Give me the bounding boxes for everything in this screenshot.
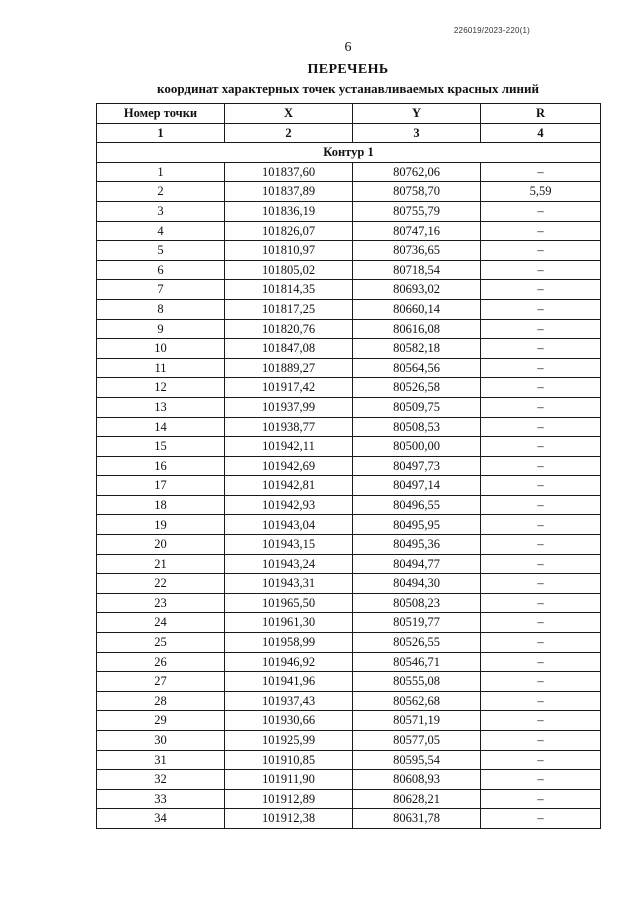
x-coordinate-cell: 101965,50 [225,593,353,613]
x-coordinate-cell: 101810,97 [225,241,353,261]
table-row [97,182,601,202]
table-row [97,280,601,300]
y-coordinate-cell: 80508,53 [353,417,481,437]
table-row [97,593,601,613]
y-coordinate-cell: 80762,06 [353,162,481,182]
point-number-cell: 26 [97,652,225,672]
x-coordinate-cell: 101943,31 [225,574,353,594]
radius-cell: – [481,809,601,829]
header-x: X [225,104,353,124]
point-number-cell: 5 [97,241,225,261]
table-row [97,652,601,672]
x-coordinate-cell: 101836,19 [225,201,353,221]
column-index: 2 [225,123,353,143]
table-row [97,201,601,221]
radius-cell: – [481,221,601,241]
table-row [97,731,601,751]
x-coordinate-cell: 101889,27 [225,358,353,378]
x-coordinate-cell: 101943,04 [225,515,353,535]
y-coordinate-cell: 80494,77 [353,554,481,574]
radius-cell: – [481,299,601,319]
radius-cell: – [481,476,601,496]
radius-cell: – [481,397,601,417]
table-body [97,162,601,828]
y-coordinate-cell: 80519,77 [353,613,481,633]
page-number: 6 [344,40,352,55]
point-number-cell: 2 [97,182,225,202]
point-number-cell: 7 [97,280,225,300]
y-coordinate-cell: 80571,19 [353,711,481,731]
radius-cell: – [481,711,601,731]
point-number-cell: 24 [97,613,225,633]
radius-cell: – [481,731,601,751]
table-row [97,672,601,692]
radius-cell: – [481,378,601,398]
header-r: R [481,104,601,124]
table-row [97,456,601,476]
radius-cell: – [481,789,601,809]
y-coordinate-cell: 80747,16 [353,221,481,241]
point-number-cell: 19 [97,515,225,535]
table-row [97,711,601,731]
point-number-cell: 32 [97,770,225,790]
point-number-cell: 11 [97,358,225,378]
x-coordinate-cell: 101938,77 [225,417,353,437]
radius-cell: – [481,593,601,613]
y-coordinate-cell: 80577,05 [353,731,481,751]
point-number-cell: 27 [97,672,225,692]
table-row [97,378,601,398]
point-number-cell: 31 [97,750,225,770]
document-code: 226019/2023-220(1) [453,26,530,35]
y-coordinate-cell: 80582,18 [353,339,481,359]
y-coordinate-cell: 80608,93 [353,770,481,790]
table-row [97,397,601,417]
contour-label: Контур 1 [97,143,601,163]
x-coordinate-cell: 101943,24 [225,554,353,574]
radius-cell: – [481,535,601,555]
y-coordinate-cell: 80500,00 [353,437,481,457]
table-row [97,299,601,319]
point-number-cell: 20 [97,535,225,555]
y-coordinate-cell: 80546,71 [353,652,481,672]
table-row [97,515,601,535]
table-row [97,476,601,496]
radius-cell: – [481,515,601,535]
radius-cell: – [481,358,601,378]
table-row [97,691,601,711]
x-coordinate-cell: 101942,81 [225,476,353,496]
x-coordinate-cell: 101837,89 [225,182,353,202]
x-coordinate-cell: 101942,93 [225,495,353,515]
table-row [97,358,601,378]
table-row [97,221,601,241]
header-point-number: Номер точки [97,104,225,124]
radius-cell: – [481,691,601,711]
radius-cell: – [481,633,601,653]
point-number-cell: 9 [97,319,225,339]
y-coordinate-cell: 80736,65 [353,241,481,261]
radius-cell: – [481,574,601,594]
point-number-cell: 16 [97,456,225,476]
table-row [97,809,601,829]
radius-cell: 5,59 [481,182,601,202]
y-coordinate-cell: 80508,23 [353,593,481,613]
y-coordinate-cell: 80718,54 [353,260,481,280]
point-number-cell: 8 [97,299,225,319]
x-coordinate-cell: 101942,69 [225,456,353,476]
x-coordinate-cell: 101942,11 [225,437,353,457]
table-row [97,339,601,359]
y-coordinate-cell: 80495,36 [353,535,481,555]
x-coordinate-cell: 101820,76 [225,319,353,339]
y-coordinate-cell: 80509,75 [353,397,481,417]
column-index: 3 [353,123,481,143]
x-coordinate-cell: 101937,43 [225,691,353,711]
x-coordinate-cell: 101912,89 [225,789,353,809]
y-coordinate-cell: 80555,08 [353,672,481,692]
x-coordinate-cell: 101805,02 [225,260,353,280]
point-number-cell: 14 [97,417,225,437]
y-coordinate-cell: 80628,21 [353,789,481,809]
x-coordinate-cell: 101925,99 [225,731,353,751]
y-coordinate-cell: 80660,14 [353,299,481,319]
y-coordinate-cell: 80526,55 [353,633,481,653]
table-row [97,633,601,653]
point-number-cell: 15 [97,437,225,457]
table-row [97,162,601,182]
point-number-cell: 30 [97,731,225,751]
radius-cell: – [481,417,601,437]
table-row [97,417,601,437]
point-number-cell: 34 [97,809,225,829]
y-coordinate-cell: 80497,73 [353,456,481,476]
point-number-cell: 6 [97,260,225,280]
radius-cell: – [481,241,601,261]
radius-cell: – [481,750,601,770]
radius-cell: – [481,456,601,476]
header-y: Y [353,104,481,124]
point-number-cell: 17 [97,476,225,496]
point-number-cell: 10 [97,339,225,359]
radius-cell: – [481,652,601,672]
table-row [97,554,601,574]
point-number-cell: 1 [97,162,225,182]
y-coordinate-cell: 80495,95 [353,515,481,535]
table-row [97,260,601,280]
radius-cell: – [481,319,601,339]
x-coordinate-cell: 101910,85 [225,750,353,770]
point-number-cell: 28 [97,691,225,711]
x-coordinate-cell: 101946,92 [225,652,353,672]
y-coordinate-cell: 80693,02 [353,280,481,300]
y-coordinate-cell: 80616,08 [353,319,481,339]
y-coordinate-cell: 80494,30 [353,574,481,594]
document-subtitle: координат характерных точек устанавливаемых красных линий [157,81,539,96]
radius-cell: – [481,770,601,790]
x-coordinate-cell: 101912,38 [225,809,353,829]
table-row [97,535,601,555]
table-row [97,319,601,339]
coordinates-table [96,103,601,829]
x-coordinate-cell: 101961,30 [225,613,353,633]
column-index: 1 [97,123,225,143]
radius-cell: – [481,201,601,221]
x-coordinate-cell: 101941,96 [225,672,353,692]
x-coordinate-cell: 101847,08 [225,339,353,359]
radius-cell: – [481,613,601,633]
point-number-cell: 23 [97,593,225,613]
point-number-cell: 13 [97,397,225,417]
x-coordinate-cell: 101943,15 [225,535,353,555]
table-row [97,574,601,594]
radius-cell: – [481,672,601,692]
y-coordinate-cell: 80526,58 [353,378,481,398]
point-number-cell: 21 [97,554,225,574]
table-row [97,770,601,790]
table-header-row [97,104,601,124]
x-coordinate-cell: 101826,07 [225,221,353,241]
table-row [97,750,601,770]
point-number-cell: 22 [97,574,225,594]
radius-cell: – [481,260,601,280]
table-row [97,437,601,457]
y-coordinate-cell: 80497,14 [353,476,481,496]
column-index: 4 [481,123,601,143]
radius-cell: – [481,280,601,300]
y-coordinate-cell: 80496,55 [353,495,481,515]
radius-cell: – [481,437,601,457]
radius-cell: – [481,339,601,359]
point-number-cell: 3 [97,201,225,221]
table-row [97,789,601,809]
contour-row [97,143,601,163]
x-coordinate-cell: 101911,90 [225,770,353,790]
x-coordinate-cell: 101814,35 [225,280,353,300]
y-coordinate-cell: 80758,70 [353,182,481,202]
x-coordinate-cell: 101917,42 [225,378,353,398]
radius-cell: – [481,162,601,182]
y-coordinate-cell: 80562,68 [353,691,481,711]
x-coordinate-cell: 101937,99 [225,397,353,417]
radius-cell: – [481,554,601,574]
table-row [97,241,601,261]
y-coordinate-cell: 80595,54 [353,750,481,770]
document-title: ПЕРЕЧЕНЬ [307,62,389,77]
table-row [97,613,601,633]
x-coordinate-cell: 101930,66 [225,711,353,731]
y-coordinate-cell: 80631,78 [353,809,481,829]
y-coordinate-cell: 80564,56 [353,358,481,378]
point-number-cell: 12 [97,378,225,398]
x-coordinate-cell: 101817,25 [225,299,353,319]
point-number-cell: 29 [97,711,225,731]
x-coordinate-cell: 101958,99 [225,633,353,653]
point-number-cell: 33 [97,789,225,809]
point-number-cell: 4 [97,221,225,241]
point-number-cell: 25 [97,633,225,653]
y-coordinate-cell: 80755,79 [353,201,481,221]
x-coordinate-cell: 101837,60 [225,162,353,182]
point-number-cell: 18 [97,495,225,515]
column-index-row [97,123,601,143]
table-row [97,495,601,515]
radius-cell: – [481,495,601,515]
